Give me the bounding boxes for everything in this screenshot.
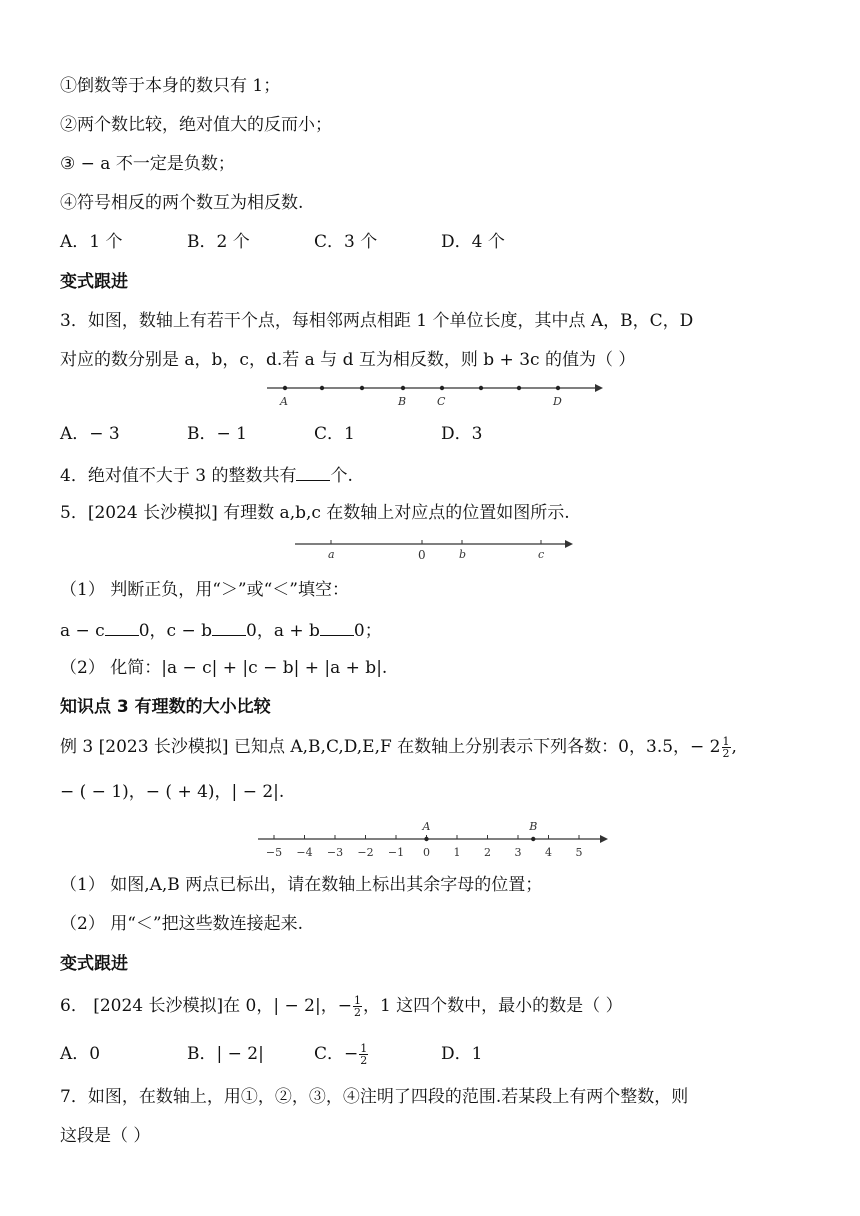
q5-label-b: b [459,548,467,561]
section-heading-variant: 变式跟进 [60,272,128,292]
q3-label-d: D [553,395,562,408]
q2-option-c: C．3 个 [314,232,378,252]
q3-option-c: C．1 [314,424,355,444]
q3-label-c: C [437,395,446,408]
q5-label-c: c [538,548,545,561]
q4-text [60,462,353,488]
q7-text-line1: 7．如图，在数轴上，用①，②，③，④注明了四段的范围.若某段上有两个整数，则 [60,1087,689,1107]
q3-dot [517,386,521,390]
ex3-tick-label: 3 [514,846,522,859]
ex3-point-b [531,837,535,841]
ex3-tick-label: 2 [484,846,491,859]
q3-option-a: A．− 3 [60,424,120,444]
ex3-axis-arrow [600,835,608,843]
ex3-line1-before: 例 3 [2023 长沙模拟] 已知点 A,B,C,D,E,F 在数轴上分别表示下列各数：0，3.5，− 2 [60,737,721,757]
q2-option-d: D．4 个 [441,232,505,252]
q6-frac-num: 1 [353,994,361,1007]
q5-expr-2: 0，c − b [138,621,212,641]
q3-dot [320,386,324,390]
statement-4: ④符号相反的两个数互为相反数. [60,193,304,213]
q3-label-b: B [398,395,407,408]
q3-dot-d [556,386,560,390]
section-heading-variant-2: 变式跟进 [60,954,128,974]
q5-expr-4: 0； [353,621,382,641]
statement-3: ③ − a 不一定是负数； [60,154,235,174]
ex3-tick-label: −3 [326,846,344,859]
q5-expr-1: a − c [60,621,105,641]
q4-text-after: 个. [330,466,353,486]
q3-option-b: B．− 1 [187,424,247,444]
q6-optc-den: 2 [360,1054,368,1067]
q3-dot [360,386,364,390]
q3-text-line1: 3．如图，数轴上有若干个点，每相邻两点相距 1 个单位长度，其中点 A，B，C，D [60,311,694,331]
q5-expressions [60,617,382,643]
ex3-point-a-label: A [422,820,431,833]
q5-text-line1: 5．[2024 长沙模拟] 有理数 a,b,c 在数轴上对应点的位置如图所示. [60,503,570,523]
q3-option-d: D．3 [441,424,483,444]
q3-dot-c [440,386,444,390]
q5-number-line [293,536,578,564]
q6-option-c-fraction [359,1043,368,1066]
q5-blank-3[interactable] [320,617,354,636]
q5-expr-3: 0，a + b [246,621,320,641]
q3-text-line2: 对应的数分别是 a，b，c，d.若 a 与 d 互为相反数，则 b + 3c 的值为（ ） [60,350,636,370]
section-heading-knowledge-3: 知识点 3 有理数的大小比较 [60,697,271,717]
q6-text-before: 6． [2024 长沙模拟]在 0，| − 2|，− [60,996,352,1016]
ex3-frac-den: 2 [722,747,730,760]
q6-option-c-prefix: C．− [314,1044,359,1064]
q2-option-b: B．2 个 [187,232,250,252]
q5-blank-1[interactable] [105,617,139,636]
ex3-line1-after: , [731,737,737,757]
ex3-part1: （1） 如图,A,B 两点已标出，请在数轴上标出其余字母的位置； [60,875,543,895]
q3-number-line [265,378,605,410]
q4-blank[interactable] [296,462,330,481]
q3-dot-b [401,386,405,390]
ex3-tick-label: 4 [545,846,552,859]
ex3-tick-label: 5 [575,846,583,859]
statement-1: ①倒数等于本身的数只有 1； [60,76,281,96]
ex3-tick-label: 1 [453,846,461,859]
ex3-tick-label: −2 [357,846,374,859]
q3-dot [479,386,483,390]
q6-option-d: D．1 [441,1044,483,1064]
q7-text-line2: 这段是（ ） [60,1126,151,1146]
ex3-text-line1 [60,735,737,759]
q6-option-b: B．| − 2| [187,1044,264,1064]
q2-option-a: A．1 个 [60,232,123,252]
q6-text-after: ，1 这四个数中，最小的数是（ ） [362,996,623,1016]
q5-part1: （1） 判断正负，用“＞”或“＜”填空： [60,580,349,600]
q5-blank-2[interactable] [212,617,246,636]
q6-frac-den: 2 [353,1006,361,1019]
ex3-text-line2: − ( − 1)，− ( + 4)，| − 2|. [60,782,285,802]
ex3-tick-label: −4 [296,846,313,859]
ex3-tick-label: −5 [265,846,283,859]
q6-option-c [314,1042,369,1066]
q4-text-before: 4．绝对值不大于 3 的整数共有 [60,466,297,486]
q5-part2: （2） 化简：|a − c| + |c − b| + |a + b|. [60,658,388,678]
ex3-point-b-label: B [529,820,538,833]
q5-label-a: a [328,548,335,561]
ex3-tick-label: −1 [387,846,405,859]
q6-optc-num: 1 [360,1042,368,1055]
q3-label-a: A [280,395,288,408]
q6-fraction [353,995,362,1018]
ex3-frac-num: 1 [722,735,730,748]
ex3-point-a [424,837,428,841]
ex3-fraction [722,736,731,759]
ex3-part2: （2） 用“＜”把这些数连接起来. [60,914,304,934]
q3-dot-a [283,386,287,390]
q6-text [60,994,623,1018]
q6-option-a: A．0 [60,1044,101,1064]
ex3-tick-label: 0 [423,846,430,859]
ex3-number-line [258,815,613,863]
statement-2: ②两个数比较，绝对值大的反而小； [60,115,332,135]
q5-label-zero: 0 [418,548,426,562]
